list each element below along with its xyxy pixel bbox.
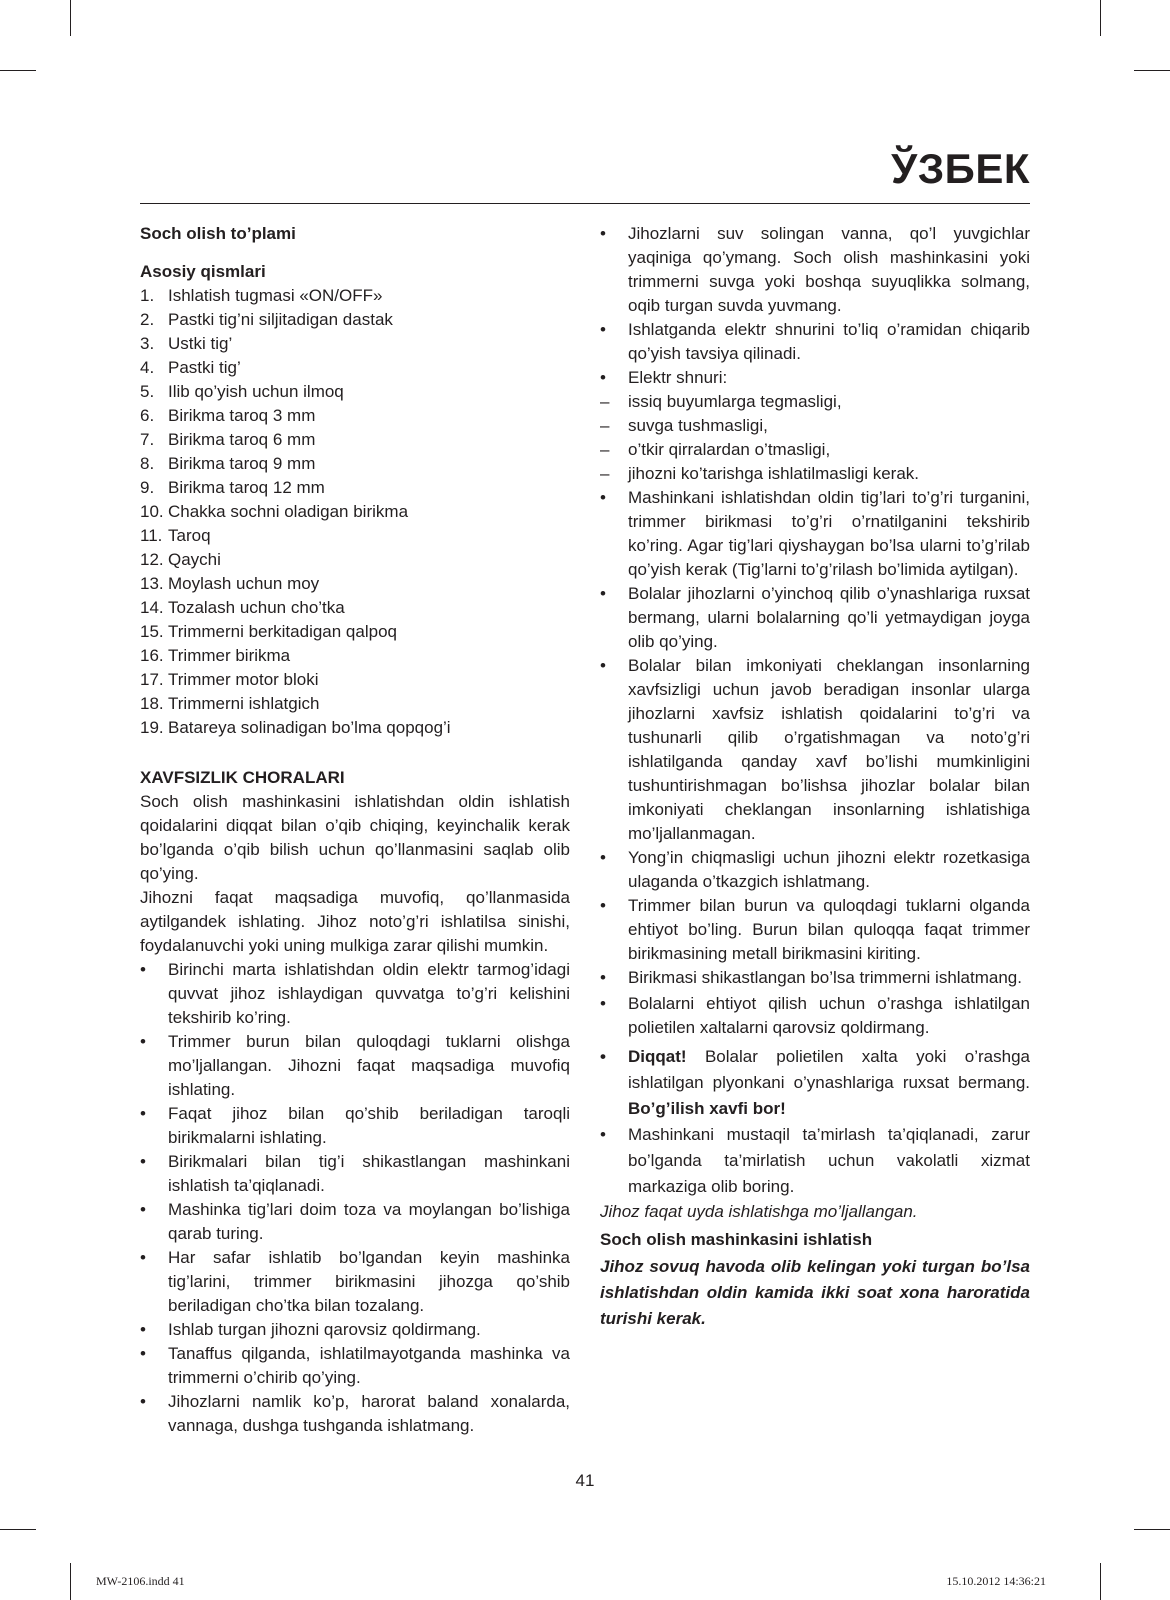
bullet-marker: • xyxy=(140,1104,146,1123)
bullet-text: Tanaffus qilganda, ishlatilmayotganda mashinka va trimmerni o’chirib qo’ying. xyxy=(168,1344,570,1387)
bullet-marker: • xyxy=(600,320,606,339)
bullet-text: Jihozlarni namlik ko’p, harorat baland xonalarda, vannaga, dushga tushganda ishlatmang. xyxy=(168,1392,570,1435)
parts-list xyxy=(140,284,570,740)
bullet-item xyxy=(600,654,1030,846)
bullet-marker: • xyxy=(600,224,606,243)
parts-list-item xyxy=(140,692,570,716)
dash-item xyxy=(600,414,1030,438)
item-number: 12. xyxy=(140,550,164,569)
bullet-text: Elektr shnuri: xyxy=(628,368,728,387)
dash-marker: – xyxy=(600,440,610,459)
warning-text xyxy=(628,1044,1030,1122)
dash-marker: – xyxy=(600,416,610,435)
bullet-item xyxy=(140,1246,570,1318)
home-use-note: Jihoz faqat uyda ishlatishga mo’ljallangan. xyxy=(600,1202,918,1221)
bullet-text: Har safar ishlatib bo’lgandan keyin mashinka tig’larini, trimmer birikmasini jihozga qo’shib beriladigan cho’tka bilan tozalang. xyxy=(168,1248,570,1315)
bullet-text: Bolalar jihozlarni o’yinchoq qilib o’ynashlariga ruxsat bermang, ularni bolalarning qo’li yetmaydigan joyga olib qo’ying. xyxy=(628,584,1030,651)
item-text: Tozalash uchun cho’tka xyxy=(168,598,345,617)
bullet-marker: • xyxy=(140,1248,146,1267)
item-text: Qaychi xyxy=(168,550,221,569)
item-text: Taroq xyxy=(168,526,211,545)
parts-list-item xyxy=(140,524,570,548)
parts-list-item xyxy=(140,284,570,308)
bullet-item xyxy=(140,1030,570,1102)
safety-paragraph: Jihozni faqat maqsadiga muvofiq, qo’llanmasida aytilgandek ishlating. Jihoz noto’g’ri ishlatilsa sinishi, foydalanuvchi yoki uning mulkiga zarar qilishi mumkin. xyxy=(140,888,570,955)
item-number: 19. xyxy=(140,718,164,737)
bullet-item xyxy=(140,1318,570,1342)
item-text: Birikma taroq 9 mm xyxy=(168,454,316,473)
bullet-text: Birikmalari bilan tig’i shikastlangan mashinkani ishlatish ta’qiqlanadi. xyxy=(168,1152,570,1195)
crop-mark xyxy=(1134,1529,1170,1530)
item-text: Trimmerni ishlatgich xyxy=(168,694,320,713)
bullet-item xyxy=(140,1198,570,1246)
bullet-item xyxy=(140,1102,570,1150)
dash-marker: – xyxy=(600,464,610,483)
bullet-item xyxy=(600,894,1030,966)
bullet-marker: • xyxy=(600,896,606,915)
dash-text: suvga tushmasligi, xyxy=(628,416,768,435)
warning-emphasis: Bo’g’ilish xavfi bor! xyxy=(628,1099,786,1118)
item-text: Birikma taroq 12 mm xyxy=(168,478,325,497)
bullet-marker: • xyxy=(600,848,606,867)
crop-mark xyxy=(70,0,71,36)
title-rule xyxy=(140,203,1030,204)
bullet-item xyxy=(600,846,1030,894)
page-number: 41 xyxy=(575,1471,595,1490)
bullet-text: Mashinka tig’lari doim toza va moylangan bo’lishiga qarab turing. xyxy=(168,1200,570,1243)
item-number: 15. xyxy=(140,622,164,641)
item-text: Ustki tig’ xyxy=(168,334,233,353)
bullet-text: Birinchi marta ishlatishdan oldin elektr tarmog’idagi quvvat jihoz ishlaydigan quvvatga to’g’ri kelishini tekshirib ko’ring. xyxy=(168,960,570,1027)
parts-list-item xyxy=(140,596,570,620)
item-number: 2. xyxy=(140,310,155,329)
bullet-item xyxy=(600,992,1030,1040)
item-number: 9. xyxy=(140,478,155,497)
safety-paragraph: Soch olish mashinkasini ishlatishdan oldin ishlatish qoidalarini diqqat bilan o’qib chiqing, keyinchalik kerak bo’lganda o’qib bilish uchun qo’llanmasini saqlab olib qo’ying. xyxy=(140,792,570,883)
bullet-item xyxy=(140,1390,570,1438)
item-number: 6. xyxy=(140,406,155,425)
bullet-marker: • xyxy=(140,1200,146,1219)
slug-date: 15.10.2012 14:36:21 xyxy=(946,1574,1046,1588)
item-text: Birikma taroq 3 mm xyxy=(168,406,316,425)
crop-mark xyxy=(1100,0,1101,36)
item-text: Ilib qo’yish uchun ilmoq xyxy=(168,382,344,401)
dash-item xyxy=(600,438,1030,462)
parts-list-item xyxy=(140,716,570,740)
bullet-marker: • xyxy=(600,1125,606,1144)
item-number: 7. xyxy=(140,430,155,449)
dash-text: o’tkir qirralardan o’tmasligi, xyxy=(628,440,831,459)
crop-mark xyxy=(0,1529,36,1530)
parts-list-item xyxy=(140,356,570,380)
item-number: 3. xyxy=(140,334,155,353)
item-text: Batareya solinadigan bo’lma qopqog’i xyxy=(168,718,451,737)
bullet-marker: • xyxy=(140,1320,146,1339)
parts-list-item xyxy=(140,404,570,428)
item-number: 5. xyxy=(140,382,155,401)
bullet-item xyxy=(140,1150,570,1198)
item-text: Ishlatish tugmasi «ON/OFF» xyxy=(168,286,383,305)
item-text: Trimmer motor bloki xyxy=(168,670,319,689)
bullet-marker: • xyxy=(600,488,606,507)
bullet-item xyxy=(600,1122,1030,1200)
crop-mark xyxy=(70,1563,71,1600)
bullet-marker: • xyxy=(600,1047,606,1066)
crop-mark xyxy=(0,70,36,71)
right-column xyxy=(600,222,1030,1332)
left-column xyxy=(140,222,570,1438)
warning-bullet-list xyxy=(600,1044,1030,1200)
bullet-item xyxy=(600,222,1030,318)
bullet-text: Yong’in chiqmasligi uchun jihozni elektr rozetkasiga ulaganda o’tkazgich ishlatmang. xyxy=(628,848,1030,891)
dash-item xyxy=(600,390,1030,414)
item-text: Trimmerni berkitadigan qalpoq xyxy=(168,622,397,641)
parts-list-item xyxy=(140,500,570,524)
bullet-marker: • xyxy=(600,584,606,603)
language-title: ЎЗБЕК xyxy=(891,145,1030,192)
item-number: 11. xyxy=(140,526,163,545)
dash-text: jihozni ko’tarishga ishlatilmasligi kerak. xyxy=(628,464,920,483)
parts-list-item xyxy=(140,548,570,572)
item-text: Chakka sochni oladigan birikma xyxy=(168,502,409,521)
item-number: 10. xyxy=(140,502,164,521)
bullet-item xyxy=(600,366,1030,390)
safety-title: XAVFSIZLIK CHORALARI xyxy=(140,768,345,787)
item-number: 18. xyxy=(140,694,164,713)
bullet-text: Trimmer burun bilan quloqdagi tuklarni olishga mo’ljallangan. Jihozni faqat maqsadiga muvofiq ishlating. xyxy=(168,1032,570,1099)
item-text: Birikma taroq 6 mm xyxy=(168,430,316,449)
dash-item xyxy=(600,462,1030,486)
bullet-text: Ishlab turgan jihozni qarovsiz qoldirmang. xyxy=(168,1320,481,1339)
item-text: Pastki tig’ni siljitadigan dastak xyxy=(168,310,393,329)
bullet-marker: • xyxy=(600,368,606,387)
warning-label: Diqqat! xyxy=(628,1047,687,1066)
bullet-item xyxy=(600,318,1030,366)
safety-bullet-list xyxy=(140,958,570,1438)
bullet-marker: • xyxy=(140,960,146,979)
bullet-marker: • xyxy=(600,994,606,1013)
parts-list-item xyxy=(140,644,570,668)
parts-list-item xyxy=(140,380,570,404)
bullet-item xyxy=(140,958,570,1030)
item-number: 14. xyxy=(140,598,164,617)
slug-file-name: MW-2106.indd 41 xyxy=(96,1574,185,1588)
bullet-marker: • xyxy=(600,656,606,675)
bullet-text: Mashinkani ishlatishdan oldin tig’lari to’g’ri turganini, trimmer birikmasi to’g’ri o’rnatilganini tekshirib ko’ring. Agar tig’lari qiyshaygan bo’lsa ularni to’g’rilab qo’yish kerak (Tig’larni to’g’rilash bo’limida aytilgan). xyxy=(628,488,1030,579)
crop-mark xyxy=(1134,70,1170,71)
bullet-text: Bolalar bilan imkoniyati cheklangan insonlarning xavfsizligi uchun javob beradigan insonlar ularga jihozlarni xavfsiz ishlatish qoidalarini to’g’ri va tushunarli qilib o’rgatishmagan va noto’g’ri ishlatilganda qanday xavf bo’lishi mumkinligini tushuntirishmagan bo’lishsa jihozlar bolalar bilan imkoniyati cheklangan insonlarning ishlatishiga mo’ljallanmagan. xyxy=(628,656,1030,843)
parts-list-item xyxy=(140,428,570,452)
bullet-text: Jihozlarni suv solingan vanna, qo’l yuvgichlar yaqiniga qo’ymang. Soch olish mashinkasini yoki trimmerni suvga yoki boshqa suyuqlikka solmang, oqib turgan suvda yuvmang. xyxy=(628,224,1030,315)
bullet-item xyxy=(600,582,1030,654)
bullet-text: Bolalarni ehtiyot qilish uchun o’rashga ishlatilgan polietilen xaltalarni qarovsiz qoldirmang. xyxy=(628,994,1030,1037)
bullet-item xyxy=(140,1342,570,1390)
parts-list-item xyxy=(140,476,570,500)
bullet-text: Ishlatganda elektr shnurini to’liq o’ramidan chiqarib qo’yish tavsiya qilinadi. xyxy=(628,320,1030,363)
item-number: 13. xyxy=(140,574,164,593)
bullet-marker: • xyxy=(140,1344,146,1363)
parts-list-item xyxy=(140,332,570,356)
bullet-marker: • xyxy=(140,1032,146,1051)
bullet-marker: • xyxy=(140,1152,146,1171)
item-number: 16. xyxy=(140,646,164,665)
bullet-text: Birikmasi shikastlangan bo’lsa trimmerni ishlatmang. xyxy=(628,968,1022,987)
usage-title: Soch olish mashinkasini ishlatish xyxy=(600,1230,873,1249)
bullet-text: Mashinkani mustaqil ta’mirlash ta’qiqlanadi, zarur bo’lganda ta’mirlatish uchun vakolatli xizmat markaziga olib boring. xyxy=(628,1125,1030,1196)
warning-body: Bolalar polietilen xalta yoki o’rashga ishlatilgan plyonkani o’ynashlariga ruxsat bermang. xyxy=(628,1047,1030,1092)
bullet-text: Trimmer bilan burun va quloqdagi tuklarni olganda ehtiyot bo’ling. Burun bilan quloqqa faqat trimmer birikmasining metall birikmasini kiriting. xyxy=(628,896,1030,963)
dash-marker: – xyxy=(600,392,610,411)
parts-list-item xyxy=(140,668,570,692)
item-number: 4. xyxy=(140,358,155,377)
parts-list-item xyxy=(140,620,570,644)
crop-mark xyxy=(1100,1563,1101,1600)
parts-title: Asosiy qismlari xyxy=(140,262,266,281)
bullet-marker: • xyxy=(600,968,606,987)
item-text: Pastki tig’ xyxy=(168,358,241,377)
item-number: 1. xyxy=(140,286,155,305)
item-number: 17. xyxy=(140,670,164,689)
section-title: Soch olish to’plami xyxy=(140,224,296,243)
item-number: 8. xyxy=(140,454,155,473)
safety-bullet-list xyxy=(600,222,1030,1040)
warning-item xyxy=(600,1044,1030,1122)
bullet-item xyxy=(600,966,1030,990)
item-text: Trimmer birikma xyxy=(168,646,291,665)
bullet-item xyxy=(600,486,1030,582)
parts-list-item xyxy=(140,308,570,332)
item-text: Moylash uchun moy xyxy=(168,574,320,593)
bullet-marker: • xyxy=(140,1392,146,1411)
parts-list-item xyxy=(140,452,570,476)
dash-text: issiq buyumlarga tegmasligi, xyxy=(628,392,842,411)
bullet-text: Faqat jihoz bilan qo’shib beriladigan taroqli birikmalarni ishlating. xyxy=(168,1104,570,1147)
usage-note: Jihoz sovuq havoda olib kelingan yoki turgan bo’lsa ishlatishdan oldin kamida ikki soat xona haroratida turishi kerak. xyxy=(600,1257,1030,1328)
parts-list-item xyxy=(140,572,570,596)
